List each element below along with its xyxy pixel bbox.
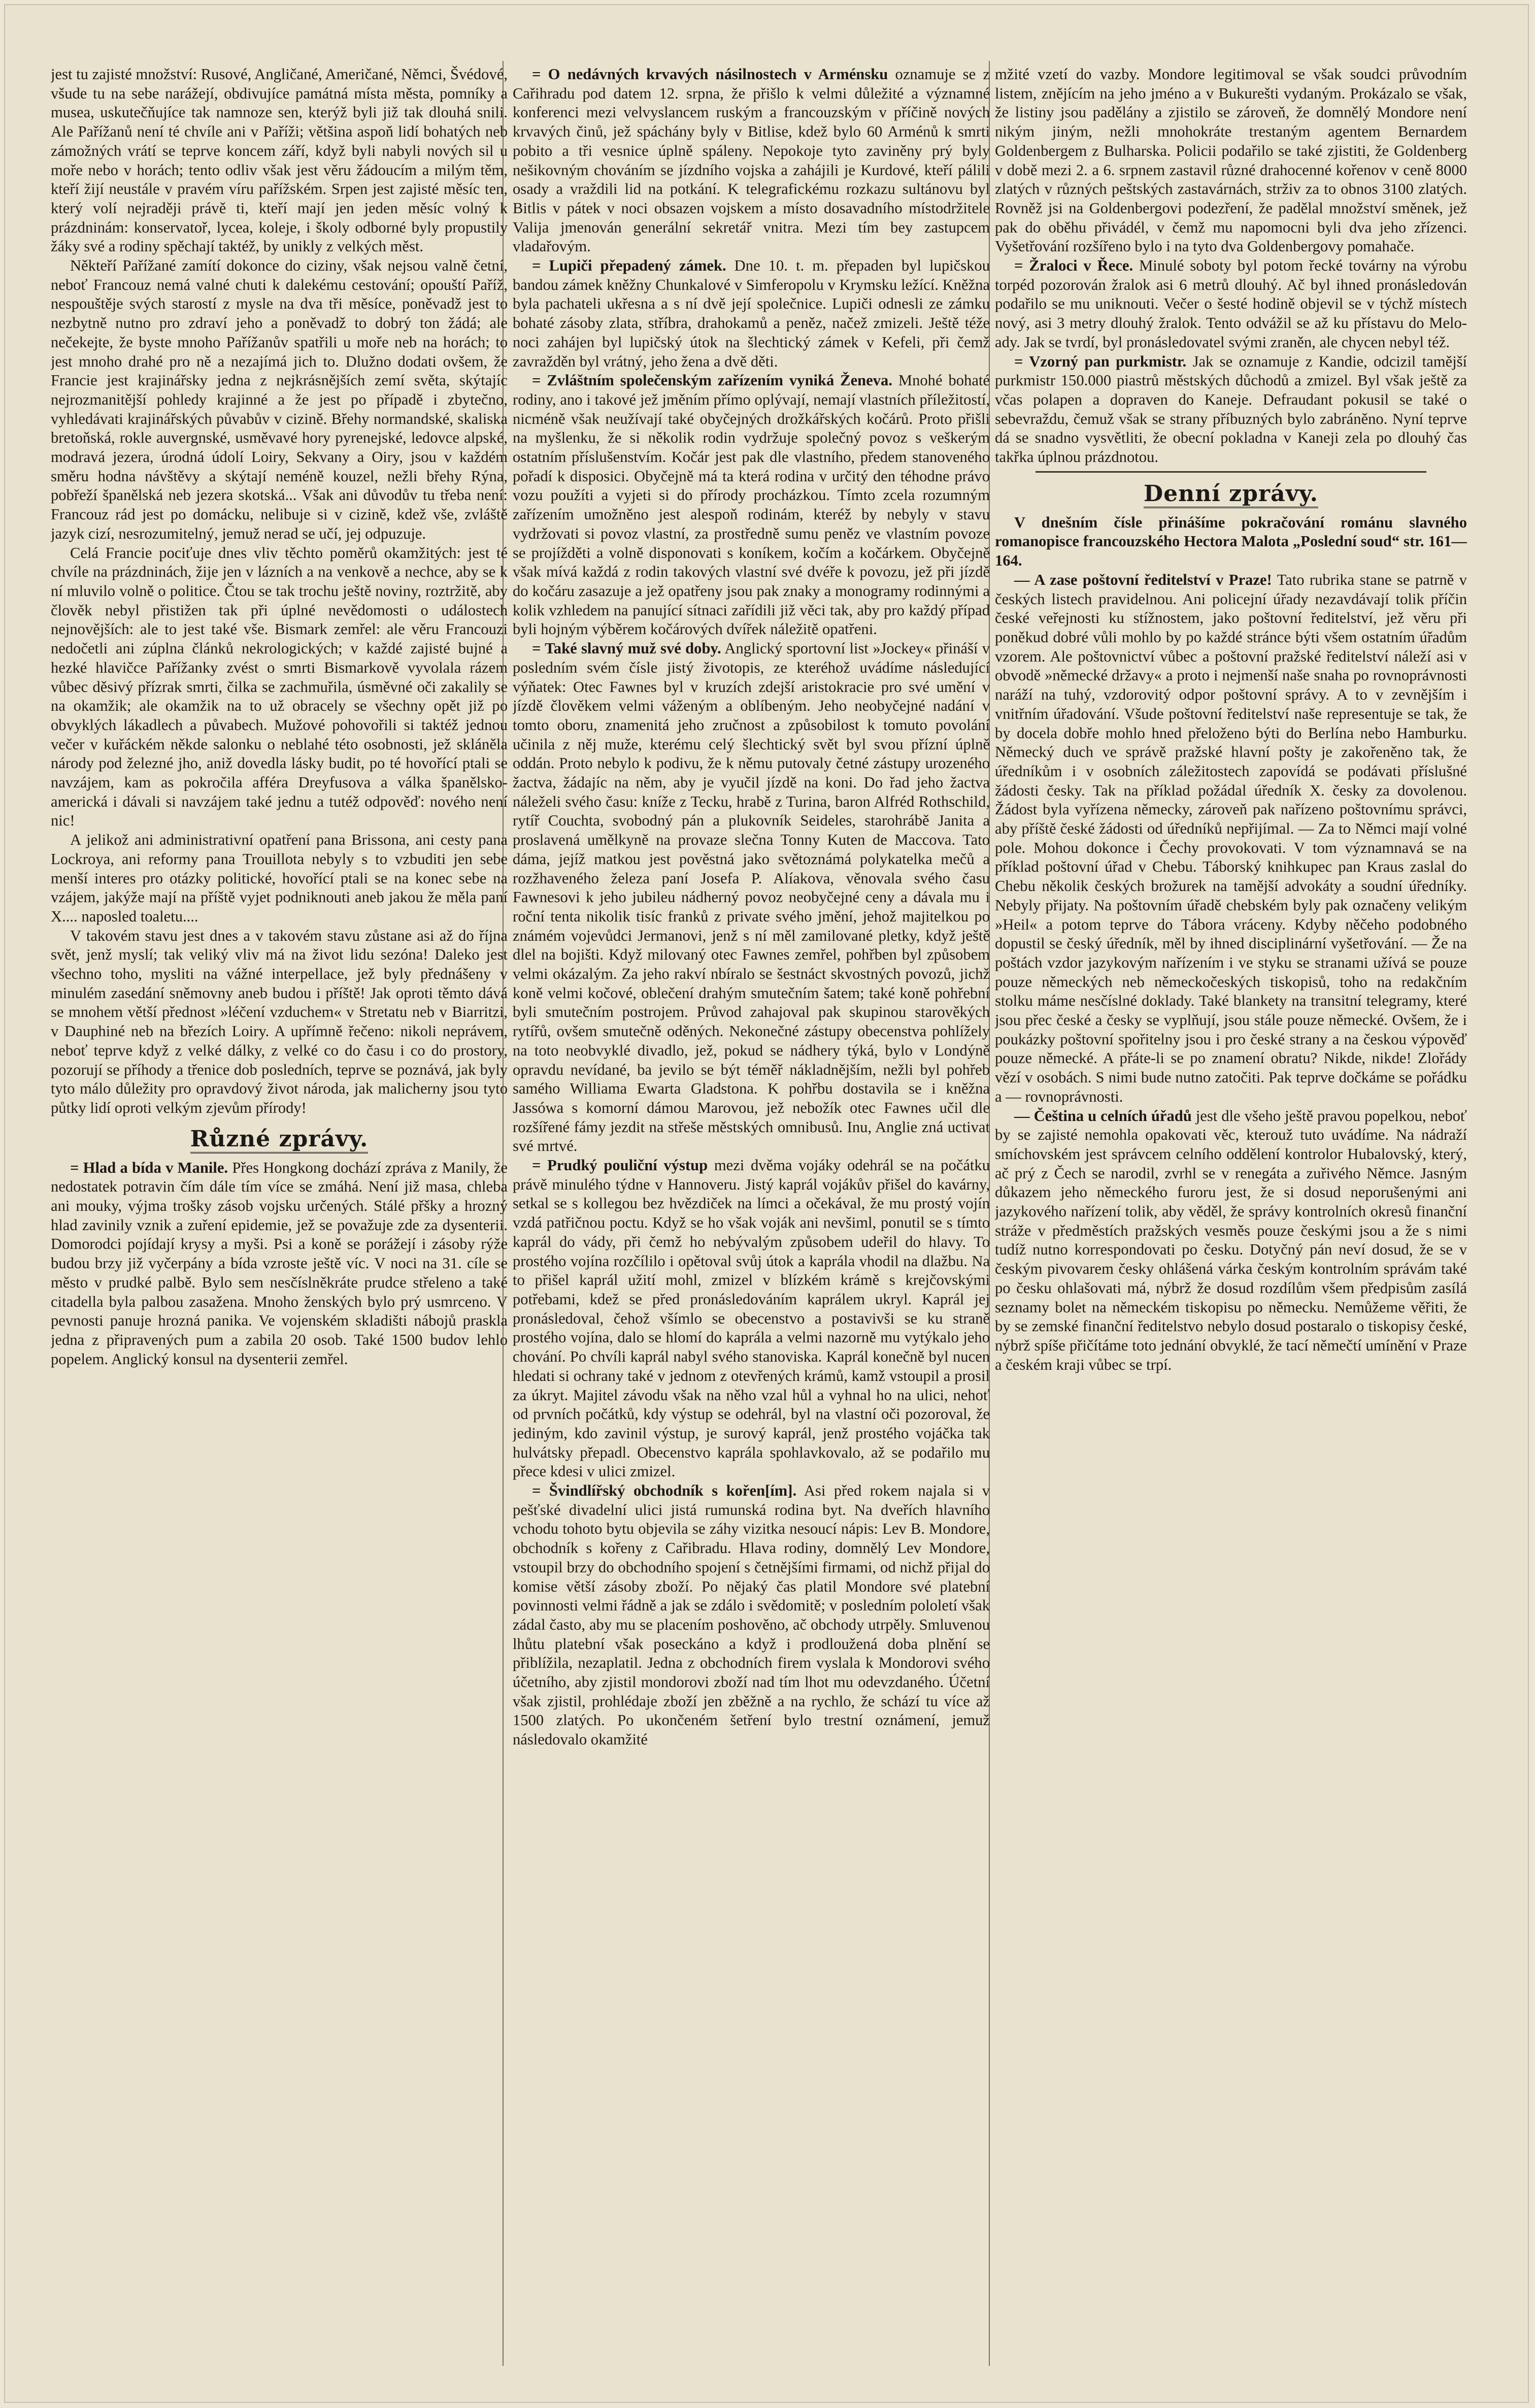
news-item-text: oznamuje se z Cařihradu pod datem 12. srpna, že přišlo k velmi důležité a významné konferenci mezi velvyslancem ruským a francouzským v příčině nových krvavých činů, jež spáchány byly v Bitlise, kdež bylo 60 Arménů k smrti pobito a tři vesnice úplně spáleny. Nepokoje tyto zaviněny prý byly nešikovným chováním se jízdního vojska a zahájili je Kurdové, kteří pálili osady a vraždili lid na potkání. K telegrafickému rozkazu sultánovu byl Bitlis v pátek v noci obsazen vojskem a místo dosavadního místodržitele Valija jmenován generální sekretář vnitra. Mezi tím bey zastupcem vladařovým. (513, 65, 990, 255)
novel-notice: V dnešním čísle přinášíme pokračování románu slavného romanopisce francouzského Hectora Malota „Poslední soud“ str. 161—164. (995, 513, 1467, 570)
section-heading (51, 1123, 508, 1156)
news-item (995, 1107, 1467, 1375)
news-item-text: Tato rubrika stane se patrně v českých listech pravidelnou. Ani policejní úřady nezavdávají tolik příčin české veřejnosti ku stížnostem, jako poštovní ředitelství, jež věru při poněkud dobré vůli mohlo by po každé stránce býti všem ostatním úřadům vzorem. Ale poštovnictví vůbec a poštovní pražské ředitelství náleží asi v obvodě »německé državy« a proto i nejmenší naše snaha po rovnoprávnosti naráží na tuhý, vzdorovitý odpor poštovní správy. A to v zevnějším i vnitřním úřadování. Všude poštovní ředitelství naše representuje se tak, že by docela dobře mohlo hned přeloženo býti do Berlína nebo Hamburku. Německý duch ve správě pražské hlavní pošty je zakořeněno tak, že úředníkům i v osobních záležitostech zapovídá se podávati příslušné žádosti česky. Tak na příklad požádal úředník X. česky za dovolenou. Žádost byla vyřízena německy, zároveň pak nařízeno poštovnímu správci, aby příště české žádosti od úředníků nepřijímal. — Za to Němci mají volné pole. Mohou dokonce i Čechy provokovati. V tom významnavá se na příklad poštovní úřad v Chebu. Táborský knihkupec pan Kraus zaslal do Chebu několik českých brožurek na tamější advokáty a soudní úředníky. Nebyly přijaty. Na poštovním úřadě chebském byly pak označeny velikým »Heil« a potom teprve do Tábora vráceny. Kdyby něčeho podobného dopustil se český úředník, měl by ihned disciplinární vyšetřování. — Že na poštách vzdor jazykovým nařízením i ve styku se stranami užívá se pouze pouze německých neb německočeských tiskopisů, toho na redakčním stolku máme nesčíslné doklady. Také blankety na transitní telegramy, které jsou přec české a česky se vyplňují, jsou stále pouze německé. Ovšem, že i poukázky poštovní spořitelny jsou i pro české strany a na českou výpověď pouze německé. A přáte-li se po znamení obratu? Nikde, nikde! Zlořády vězí v osobách. S nimi bude nutno zatočiti. Pak teprve dočkáme se pořádku a — rovnoprávnosti. (995, 571, 1467, 1105)
news-item-text: Asi před rokem najala si v pešťské divadelní ulici jistá rumunská rodina byt. Na dveřích hlavního vchodu tohoto bytu objevila se záhy vizitka nesoucí nápis: Lev B. Mondore, obchodník s kořeny z Cařibradu. Hlava rodiny, domnělý Lev Mondore, vstoupil brzy do obchodního spojení s četnějšími firmami, od nichž přijal do komise větší zásoby zboží. Po nějaký čas platil Mondore své platební povinnosti velmi řádně a jak se zdálo i svědomitě; v posledním pololetí však zádal často, aby mu se placením poshověno, ač obchody utrpěly. Smluvenou lhůtu platební však poseckáno a když i prodloužená doba plnění se přiblížila, nezaplatil. Jedna z obchodních firem vyslala k Mondorovi svého účetního, aby zjistil mondorovi zboží nad tím lhot mu odevzdaného. Účetní však zjistil, prohlédaje zboží jen zběžně a na rychlo, že schází tu více až 1500 zlatých. Po ukončeném šetření bylo trestní oznámení, jemuž následovalo okamžité (513, 1482, 990, 1749)
news-item (51, 1159, 508, 1369)
news-item-text: mezi dvěma vojáky odehrál se na počátku právě minulého týdne v Hannoveru. Jistý kaprál vojákův přišel do kavárny, setkal se s kollegou bez hvězdiček na límci a očekával, že mu prostý vojín vzdá patřičnou poctu. Když se ho však voják ani nevšiml, ponutil se s tímto kaprál do vády, při čemž ho nebývalým způsobem udeřil do hlavy. To prostého vojína rozčílilo i opětoval svůj útok a kaprála vhodil na dlažbu. Na to přišel kaprál užití mohl, zmizel v blízkém krámě s krejčovskými potřebami, kdež se před pronásledováním kaprálem ukryl. Kaprál jej pronásledoval, čehož všímlo se obecenstvo a postavivši se ku straně prostého vojína, dalo se hlomí do kaprála a velmi nazorně mu vytýkalo jeho chování. Po chvíli kaprál nabyl svého stanoviska. Kaprál konečně byl nucen hledati si ochrany také v jednom z otevřených krámů, kamž vstoupil a prosil za úkryt. Majitel závodu však na něho vzal hůl a vyhnal ho na ulici, nehoť od prvních počátků, kdy výstup se odehrál, byl na vlastní oči pozoroval, že jediným, kdo zavinil výstup, je surový kaprál, jenž prostého vojáčka tak hulvátsky přepadl. Obecenstvo kaprála spohlavkovalo, až se podařilo mu přece kdesi v ulici zmizel. (513, 1157, 990, 1480)
news-item-lead: — A zase poštovní ředitelství v Praze! (1014, 571, 1272, 588)
news-item (995, 571, 1467, 1107)
article-paragraph: A jelikož ani administrativní opatření pana Brissona, ani cesty pana Lockroya, ani reformy pana Trouillota nebyly s to vzbuditi jen sebe menší interes pro otázky politické, hovořící ptali se na konec sebe na vzájem, jakýže mají na příště vyjet podniknouti aneb jakou že měla paní X.... naposled toaletu.... (51, 831, 508, 925)
column-3 (995, 65, 1467, 2360)
news-item (513, 65, 990, 256)
news-item-lead: = Hlad a bída v Manile. (70, 1159, 228, 1176)
column-2 (513, 65, 990, 2360)
news-item-lead: = Žraloci v Řece. (1014, 257, 1133, 275)
article-paragraph: Celá Francie pociťuje dnes vliv těchto poměrů okamžitých: jest té chvíle na prázdninách, žije jen v lázních a na venkově a nechce, aby se k ní mluvilo volně o politice. Čtou se tak trochu ještě noviny, roztržitě, aby člověk nebyl přistižen tak při úplné nevědomosti o událostech nejnovějších: ale to jest také vše. Bismark zemřel: ale věru Francouzi nedočetli ani zúplna článků nekrologických; v každé zajisté bujné a hezké hlavičce Pařížanky zvést o smrti Bismarkově vyvolala rázem vůbec děsivý přízrak smrti, čilka se zachmuřila, úsměvné oči zakalily se na okamžik; ale okamžik na to už obracely se všechny opět již po obvyklých lákadlech a půvabech. Mužové pohovořili si taktéž jednou večer v kuřáckém někde salonku o neblahé této osobnosti, jež skláněla národy pod železné jho, aniž dovedla lásky budit, po té hovořící ptali se navzájem, kam as pokročila afféra Dreyfusova a válka španělsko-americká i dávali si navzájem také jednu a tutéž odpověď: nového není nic! (51, 544, 508, 830)
section-heading (995, 478, 1467, 510)
news-item (995, 256, 1467, 352)
news-item-text: Anglický sportovní list »Jockey« přináší v posledním svém čísle jistý životopis, ze kteréhož uvádíme následující výňatek: Otec Fawnes byl v kruzích zdejší aristokracie pro své umění v jízdě člověkem velmi váženým a oblíbeným. Jeho neobyčejné nadání v tomto oboru, znamenitá jeho zručnost a způsobilost k tomuto povolání učinila z něj muže, kterému celý šlechtický svět byl svou přízní úplně oddán. Proto nebylo k podivu, že k němu putovaly četné zástupy urozeného žactva, žádajíc na něm, aby je vyučil jízdě na koni. Do řad jeho žactva náleželi svého času: kníže z Tecku, hrabě z Turina, baron Alfréd Rothschild, rytíř Couchta, svobodný pán a plukovník Seideles, starohrábě Janita a proslavená umělkyně na provaze slečna Tonny Kuten de Maccova. Tato dáma, jejíž matkou jest pověstná jako světoznámá polykatelka mečů a rozžhaveného železa paní Josefa P. Alíakova, věnovala svého času Fawnesovi k jeho jubileu nádherný povoz neobyčejné ceny a dávala mu i roční tenta nikolik tisíc franků z private svého jmění, jehož majitelkou po známém vojevůdci Jermanovi, jenž s ní měl zamilované pletky, když ještě dlel na bojišti. Když milovaný otec Fawnes zemřel, pohřben byl způsobem velmi okázalým. Za jeho rakví nbíralo se šestnáct skvostných povozů, jichž koně velmi kočové, oblečení drahým smutečním šatem; také koně pohřební byli smutečním postrojem. Průvod zahajoval pak skupinou starověkých rytířů, ovšem smutečně oděných. Nekonečné zástupy obecenstva pohlížely na toto neobvyklé divadlo, jež, pokud se nádhery týká, bylo v Londýně opravdu nevídané, ba jevilo se být téměř nákladnějším, nežli byl pohřeb samého Williama Ewarta Gladstona. K pohřbu dostavila se i kněžna Jassówa s komorní dámou Marovou, jež nebožík otec Fawnes učil dle rozšířené fámy jezdit na střeše městských omnibusů. Inu, Anglie zná uctivat své mrtvé. (513, 640, 990, 1155)
section-rule (1036, 471, 1426, 473)
column-1 (51, 65, 508, 2360)
news-item-text: jest dle všeho ještě pravou popelkou, neboť by se zajisté nemohla opakovati věc, kterouž tuto uvádíme. Na nádraží smíchovském jest správcem celního oddělení kontrolor Hubalovský, který, ač prý z Čech se narodil, zvrhl se v renegáta a zuřivého Němce. Jasným důkazem jeho německého furoru jest, že si dosud neporušenými ani jazykového nařízení tolik, aby věděl, že správy kontrolních okresů finanční stráže v předměstích pražských vesměs pouze českými jsou a že s nimi tudíž nutno korrespondovati po česku. Dotyčný pán neví dosud, že se v českým pivovarem česky ohlášená várka českým kontrolním správám také po česku ohlašovati má, nýbrž že dosud rozdílům všem předpisům zasílá seznamy bolet na německém tiskopisu po německu. Nemůžeme věřiti, že by se zemské finanční ředitelstvo nebylo dosud postaralo o tiskopisy české, nýbrž spíše přičítáme toto jednání obvyklé, že tací němečtí umínění v Praze a českém kraji vůbec se trpí. (995, 1107, 1467, 1373)
news-item (995, 352, 1467, 467)
news-item-lead: = Lupiči přepadený zámek. (532, 257, 726, 275)
news-item-text: Dne 10. t. m. přepaden byl lupičskou bandou zámek kněžny Chunkalové v Simferopolu v Krymsku ležící. Kněžna byla pachateli ukřesna a s ní dvě její společnice. Lupiči odnesli ze zámku bohaté zásoby zlata, stříbra, drahokamů a peněz, načež zmizeli. Ještě téže noci zahájen byl lupičský útok na šlechtický zámek v Kefeli, při čemž zavražděn byl vrátný, jeho žena a dvě děti. (513, 257, 990, 370)
news-item-text: Mnohé bohaté rodiny, ano i takové jež jměním přímo oplývají, nemají vlastních příležitostí, nicméně však neužívají také obyčejných drožkářských kočárů. Proto přišli na myšlenku, že si několik rodin vydržuje společný povoz s veškerým ostatním příslušenstvím. Kočár jest pak dle vlastního, předem stanoveného pořadí k disposici. Obyčejně má ta která rodina v určitý den téhodne právo vozu použíti a vyjeti si do přírody procházkou. Tímto zcela rozumným zařízením umožněno jest alespoň rodinám, kteréž by nebyly v stavu vydržovati si povoz vlastní, za prostředně sumu peněz ve vlastním povoze se projížděti a volně disponovati s koníkem, kočím a kočárkem. Obyčejně však mívá každá z rodin takových vlastní své dvéře k povozu, jež při jízdě do kočáru zasazuje a jež opatřeny jsou pak znaky a monogramy rodinnými a kolik vzhledem na panující sítnaci zařídili již věci tak, aby pro každý případ byli hojným výběrem kočárových dvířek náležitě opatřeni. (513, 372, 990, 638)
article-paragraph: Někteří Pařížané zamítí dokonce do ciziny, však nejsou valně četní, neboť Francouz nemá valné chuti k dalekému cestování; opouští Paříž, nespouštěje svých starostí z mysle na dva tři měsíce, poněvadž jest to nezbytně nutno pro zdraví jeho a poněvadž to dobrý ton žádá; ale nečekejte, že byste mnoho Pařížanův spatřili u moře neb na horách; to jest mnoho drahé pro ně a nezajímá jich to. Dlužno dodati ovšem, že Francie jest krajinářsky jedna z nejkrásnějších zemí světa, skýtajíc nejrozmanitější pohledy krajinné a že jest po případě i zbytečno, vyhledávati krajinářských půvabův v cizině. Břehy normandské, skaliska bretoňská, rokle auvergnské, usměvavé hory pyrenejské, ledovce alpské, modravá jezera, úrodná údolí Loiry, Sekvany a Oiry, jsou v každém směru hodna návštěvy a skýtají neméně kouzel, nežli břehy Rýna, pobřeží španělská neb jezera skotská... Však ani důvodův tu třeba není: Francouz rád jest po domácku, nelibuje si v cizině, kdež vše, zvláště jazyk cizí, nesrozumitelný, jemuž nerad se učí, jej odpuzuje. (51, 257, 508, 542)
article-paragraph: jest tu zajisté množství: Rusové, Angličané, Američané, Němci, Švédové, všude tu na sebe narážejí, obdivujíce památná místa města, pomníky a musea, uskutečňujíce tak namnoze sen, kterýž byli již tak dlouhá snili. Ale Pařížanů není té chvíle ani v Paříži; většina aspoň lidí bohatých neb zámožných vrátí se teprve koncem září, když byli nabyli nových sil u moře nebo v horách; tento odliv však jest věru žádoucím a milým těm, kteří žijí neustále v pravém víru pařížském. Srpen jest zajisté měsíc ten, který volí nejraději právě ti, kteří mají jen jeden měsíc volný k prázdninám: konservatoř, lycea, koleje, i školy odborné byly propustily žáky své a rodiny spěchají taktéž, by unikly z velkých měst. (51, 65, 508, 255)
news-item-lead: = Zvláštním společenským zařízením vyniká Ženeva. (532, 372, 892, 389)
news-item (513, 1481, 990, 1750)
section-heading-text: Denní zprávy. (1144, 481, 1318, 508)
news-item-lead: = Švindlířský obchodník s kořen[ím]. (532, 1482, 797, 1500)
news-item-lead: — Čeština u celních úřadů (1014, 1107, 1192, 1125)
news-item-lead: = O nedávných krvavých násilnostech v Arménsku (532, 65, 888, 83)
newspaper-sheet (4, 4, 1529, 2403)
news-item-text: Jak se oznamuje z Kandie, odcizil tamější purkmistr 150.000 piastrů městských důchodů a zmizel. Byl však ještě za včas polapen a dopraven do Kaneje. Defraudant pokusil se také o sebevraždu, čemuž však se strany příbuzných bylo zabráněno. Nyní teprve dá se snadno vysvětliti, že obecní pokladna v Kaneji zela po dlouhý čas takřka úplnou prázdnotou. (995, 352, 1467, 466)
news-item (513, 639, 990, 1156)
section-heading-text: Různé zprávy. (190, 1126, 369, 1153)
article-paragraph: V takovém stavu jest dnes a v takovém stavu zůstane asi až do října svět, jenž myslí; tak veliký vliv má na život lidu sezóna! Daleko jest všechno toho, mysliti na vážné interpellace, jež byly přednášeny v minulém zasedání sněmovny aneb budou i příště! Jak oproti těmto dává se mnohem větší přednost »léčení vzduchem« v Stretatu neb v Biarritzi, v Dauphiné neb na březích Loiry. A upřímně řečeno: nikoli neprávem, neboť teprve když z velké dálky, z velké co do času i co do prostory, pozorují se příhody a třenice dob posledních, teprve se poznává, jak byly tyto málo důležity pro opravdový život národa, jak malicherny jsou tyto půtky lidí oproti velkým zjevům přírody! (51, 927, 508, 1116)
news-item (513, 1156, 990, 1481)
article-continuation: mžité vzetí do vazby. Mondore legitimoval se však soudci průvodním listem, znějícím na jeho jméno a v Bukurešti vydaným. Prokázalo se však, že listiny jsou padělány a zjistilo se zároveň, že domnělý Mondore není nikým jiným, nežli mnohokráte trestaným agentem Bernardem Goldenbergem z Bulharska. Policii podařilo se také zjistiti, že Goldenberg v době mezi 2. a 6. srpnem zastavil různé drahocenné kořenov v ceně 8000 zlatých v různých peštských zastavárnách, strživ za to obnos 3100 zlatých. Rovněž jsi na Goldenbergovi podezření, že padělal množství směnek, jež pak do oběhu přivádél, v čemž mu napomocni byli dva jeho zřízenci. Vyšetřování rozšířeno bylo i na tyto dva Goldenbergovy pomahače. (995, 65, 1467, 255)
news-item-lead: = Prudký pouliční výstup (532, 1157, 708, 1174)
news-item-lead: = Vzorný pan purkmistr. (1014, 352, 1187, 370)
news-item-text: Minulé soboty byl potom řecké továrny na výrobu torpéd pozorován žralok asi 6 metrů dlouhý. Ač byl ihned pronásledován podařilo se mu uniknouti. Večer o šesté hodině objevil se v týchž místech nový, asi 3 metry dlouhý žralok. Tento odvážil se až ku přístavu do Melo-ady. Jak se tvrdí, byl pronásledovatel svými zraněn, ale chycen nebyl též. (995, 257, 1467, 351)
news-item (513, 256, 990, 371)
news-item-text: Přes Hongkong dochází zpráva z Manily, že nedostatek potravin čím dále tím více se zmáhá. Není již masa, chleba ani mouky, výjma trošky zásob vojsku určených. Stálé přšky a hrozný hlad zavinily vznik a zuření epidemie, jež se považuje zde za dysenterii. Domorodci pojídají krysy a myši. Psi a koně se porážejí i zásoby rýže budou brzy již vyčerpány a bída vzroste ještě víc. V noci na 31. cíle se město v prudké palbě. Bylo sem nesčíslněkráte prudce střeleno a také citadella byla palbou zasažena. Mnoho ženských bylo prý usmrceno. V pevnosti panuje hrozná panika. Ve vojenském skladišti nábojů praskla jedna z připravených pum a zabila 20 osob. Také 1500 budov lehlo popelem. Anglický konsul na dysenterii zemřel. (51, 1159, 508, 1368)
news-item-lead: = Také slavný muž své doby. (532, 640, 721, 657)
news-item (513, 371, 990, 639)
